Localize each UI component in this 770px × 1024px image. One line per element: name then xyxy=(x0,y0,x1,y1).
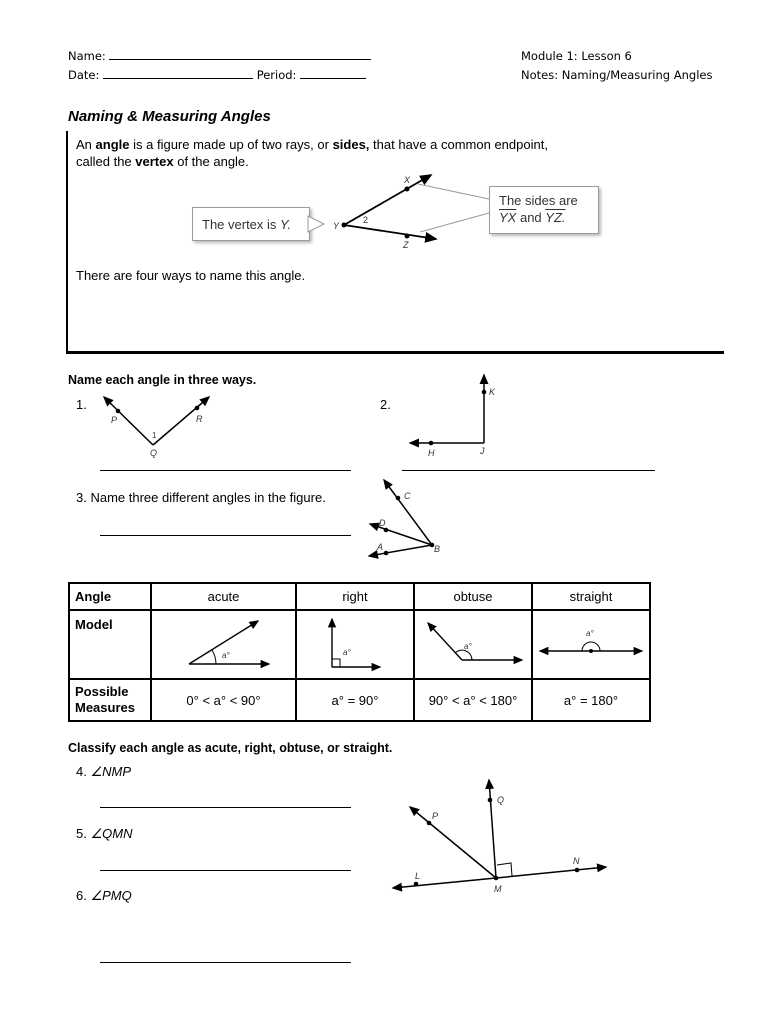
term-sides: sides, xyxy=(332,137,370,152)
obtuse-a-label: a° xyxy=(464,642,472,651)
label-angle-2: 2 xyxy=(363,215,369,225)
section2-heading: Classify each angle as acute, right, obtuse, or straight. xyxy=(68,741,393,755)
model-label: Model xyxy=(69,610,151,679)
point-x xyxy=(405,187,410,192)
model-obtuse xyxy=(414,610,532,679)
q1-number: 1. xyxy=(76,397,87,412)
sides-callout-text: The sides are xyxy=(499,193,578,208)
header-acute: acute xyxy=(151,583,296,610)
obtuse-angle-figure xyxy=(416,611,530,675)
fig3-label-c: C xyxy=(404,491,411,501)
point-z xyxy=(405,234,410,239)
right-a-label: a° xyxy=(343,648,351,657)
table-measures-row xyxy=(69,679,650,721)
table-model-row xyxy=(69,610,650,679)
fig1-label-r: R xyxy=(196,414,203,424)
module-label: Module 1: Lesson 6 xyxy=(521,49,632,63)
q6 xyxy=(76,888,132,904)
def-text: of the angle. xyxy=(177,154,249,169)
sides-pointer-bottom xyxy=(420,213,489,232)
notes-label: Notes: Naming/Measuring Angles xyxy=(521,68,713,82)
straight-angle-figure xyxy=(534,611,648,675)
header-angle: Angle xyxy=(69,583,151,610)
figure-1 xyxy=(104,397,209,458)
fig2-label-k: K xyxy=(489,387,496,397)
fig-label-l: L xyxy=(415,871,421,881)
label-x: X xyxy=(404,175,411,185)
sides-pointer-top xyxy=(418,184,489,199)
page-title: Naming & Measuring Angles xyxy=(68,108,271,125)
q5 xyxy=(76,826,132,842)
measures-label xyxy=(69,679,151,721)
acute-angle-figure xyxy=(154,611,294,675)
vertex-diagram xyxy=(0,0,770,360)
q3-text: 3. Name three different angles in the figure. xyxy=(76,490,326,505)
fig2-label-h: H xyxy=(428,448,435,458)
period-label: Period: xyxy=(256,68,297,82)
term-angle: angle xyxy=(95,137,130,152)
fig-label-n: N xyxy=(573,856,580,866)
label-z: Z xyxy=(403,240,409,250)
fig-label-m: M xyxy=(494,884,502,894)
measures-label-1: Possible xyxy=(75,684,129,699)
date-label: Date: xyxy=(68,68,100,82)
ray-yx-line xyxy=(344,175,431,225)
q5-answer-line[interactable] xyxy=(100,870,351,871)
term-vertex: vertex xyxy=(135,154,174,169)
fig-label-p: P xyxy=(432,811,439,821)
angle-types-table xyxy=(68,582,651,722)
measure-obtuse: 90° < a° < 180° xyxy=(414,679,532,721)
four-ways-text: There are four ways to name this angle. xyxy=(76,268,306,283)
q4 xyxy=(76,764,131,780)
header-straight: straight xyxy=(532,583,650,610)
header-obtuse: obtuse xyxy=(414,583,532,610)
right-angle-figure xyxy=(298,611,412,675)
q5-angle: ∠QMN xyxy=(90,826,133,841)
ray-yx: $\overline{YX}$ xyxy=(499,210,517,225)
fig3-label-d: D xyxy=(379,518,386,528)
straight-a-label: a° xyxy=(586,629,594,638)
q4-number: 4. xyxy=(76,764,87,779)
q6-number: 6. xyxy=(76,888,87,903)
figure-3 xyxy=(369,480,440,556)
measure-acute: 0° < a° < 90° xyxy=(151,679,296,721)
def-text: An xyxy=(76,137,92,152)
measure-straight: a° = 180° xyxy=(532,679,650,721)
vertex-callout-var: Y. xyxy=(280,217,292,232)
model-right xyxy=(296,610,414,679)
model-straight xyxy=(532,610,650,679)
fig-label-q: Q xyxy=(497,795,505,805)
q5-number: 5. xyxy=(76,826,87,841)
fig3-label-b: B xyxy=(434,544,441,554)
ray-yz: YZ. xyxy=(545,210,566,225)
table-header-row xyxy=(69,583,650,610)
fig1-label-p: P xyxy=(111,415,118,425)
fig3-label-a: A xyxy=(377,542,384,552)
header-right: right xyxy=(296,583,414,610)
fig1-label-1: 1 xyxy=(152,431,157,440)
def-text: is a figure made up of two rays, or xyxy=(133,137,329,152)
label-y: Y xyxy=(333,221,340,231)
sides-and: and xyxy=(519,210,542,225)
q6-angle: ∠PMQ xyxy=(90,888,132,903)
q4-answer-line[interactable] xyxy=(100,807,351,808)
acute-a-label: a° xyxy=(221,651,230,660)
classify-figure xyxy=(380,770,620,900)
name-label: Name: xyxy=(68,49,106,63)
model-acute xyxy=(151,610,296,679)
vertex-callout-text: The vertex is xyxy=(202,217,277,232)
section1-heading: Name each angle in three ways. xyxy=(68,373,257,387)
q6-answer-line[interactable] xyxy=(100,962,351,963)
measure-right: a° = 90° xyxy=(296,679,414,721)
ray-yz-line xyxy=(344,225,436,239)
measures-label-2: Measures xyxy=(75,700,135,715)
fig2-label-j: J xyxy=(480,446,485,456)
section1-figures xyxy=(0,360,770,580)
def-text: that have a common endpoint, xyxy=(373,137,548,152)
q4-angle: ∠NMP xyxy=(90,764,132,779)
point-y xyxy=(342,223,347,228)
fig1-label-q: Q xyxy=(150,448,158,458)
figure-2 xyxy=(410,375,496,458)
vertex-callout-pointer xyxy=(308,216,324,232)
def-text: called the xyxy=(76,154,132,169)
q2-number: 2. xyxy=(380,397,391,412)
